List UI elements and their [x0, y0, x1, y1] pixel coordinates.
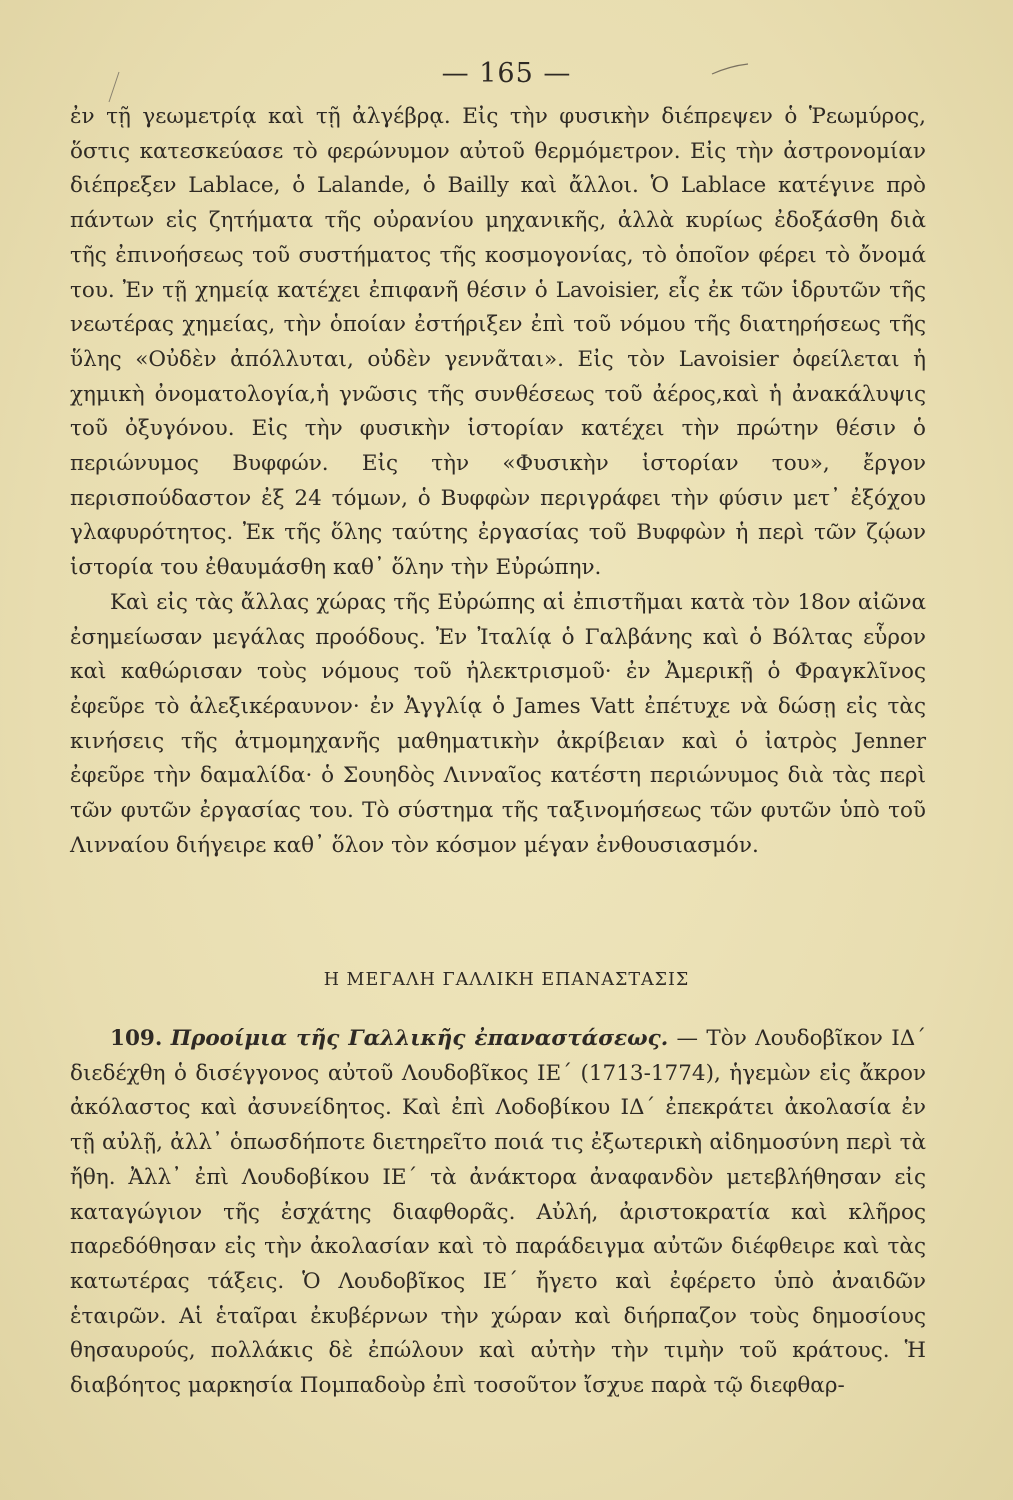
section-paragraph — [70, 1022, 926, 1404]
main-text — [70, 100, 926, 863]
paragraph-1: ἐν τῇ γεωμετρίᾳ καὶ τῇ ἀλγέβρᾳ. Εἰς τὴν φυσικὴν διέπρεψεν ὁ Ῥεωμύρος, ὅστις κατεσκεύασε τὸ φερώνυμον αὐτοῦ θερμόμετρον. Εἰς τὴν ἀστρονομίαν διέπρεξεν Lablace, ὁ Lalande, ὁ Bailly καὶ ἄλλοι. Ὁ Lablace κατέγινε πρὸ πάντων εἰς ζητήματα τῆς οὐρανίου μηχανικῆς, ἀλλὰ κυρίως ἐδοξάσθη διὰ τῆς ἐπινοήσεως τοῦ συστήματος τῆς κοσμογονίας, τὸ ὁποῖον φέρει τὸ ὄνομά του. Ἐν τῇ χημείᾳ κατέχει ἐπιφανῆ θέσιν ὁ Lavoisier, εἷς ἐκ τῶν ἱδρυτῶν τῆς νεωτέρας χημείας, τὴν ὁποίαν ἐστήριξεν ἐπὶ τοῦ νόμου τῆς διατηρήσεως τῆς ὕλης «Οὐδὲν ἀπόλλυται, οὐδὲν γεννᾶται». Εἰς τὸν Lavoisier ὀφείλεται ἡ χημικὴ ὀνοματολογία,ἡ γνῶσις τῆς συνθέσεως τοῦ ἀέρος,καὶ ἡ ἀνακάλυψις τοῦ ὀξυγόνου. Εἰς τὴν φυσικὴν ἱστορίαν κατέχει τὴν πρώτην θέσιν ὁ περιώνυμος Βυφφών. Εἰς τὴν «Φυσικὴν ἱστορίαν του», ἔργον περισπούδαστον ἐξ 24 τόμων, ὁ Βυφφὼν περιγράφει τὴν φύσιν μετ᾽ ἐξόχου γλαφυρότητος. Ἐκ τῆς ὅλης ταύτης ἐργασίας τοῦ Βυφφὼν ἡ περὶ τῶν ζῴων ἱστορία του ἐθαυμάσθη καθ᾽ ὅλην τὴν Εὐρώπην. — [70, 104, 926, 581]
section-body: — Τὸν Λουδοβῖκον ΙΔ΄ διεδέχθη ὁ δισέγγονος αὐτοῦ Λουδοβῖκος ΙΕ΄ (1713-1774), ἡγεμὼν εἰς ἄκρον ἀκόλαστος καὶ ἀσυνείδητος. Καὶ ἐπὶ Λοδοβίκου ΙΔ΄ ἐπεκράτει ἀκολασία ἐν τῇ αὐλῇ, ἀλλ᾽ ὁπωσδήποτε διετηρεῖτο ποιά τις ἐξωτερικὴ αἰδημοσύνη περὶ τὰ ἤθη. Ἀλλ᾽ ἐπὶ Λουδοβίκου ΙΕ΄ τὰ ἀνάκτορα ἀναφανδὸν μετεβλήθησαν εἰς καταγώγιον τῆς ἐσχάτης διαφθορᾶς. Αὐλή, ἀριστοκρατία καὶ κλῆρος παρεδόθησαν εἰς τὴν ἀκολασίαν καὶ τὸ παράδειγμα αὐτῶν διέφθειρε καὶ τὰς κατωτέρας τάξεις. Ὁ Λουδοβῖκος ΙΕ΄ ἤγετο καὶ ἐφέρετο ὑπὸ ἀναιδῶν ἑταιρῶν. Αἱ ἑταῖραι ἐκυβέρνων τὴν χώραν καὶ διήρπαζον τοὺς δημοσίους θησαυρούς, πολλάκις δὲ ἐπώλουν καὶ αὐτὴν τὴν τιμὴν τοῦ κράτους. Ἡ διαβόητος μαρκησία Πομπαδοὺρ ἐπὶ τοσοῦτον ἴσχυε παρὰ τῷ διεφθαρ- — [70, 1026, 926, 1399]
section-text — [70, 1022, 926, 1404]
section-title: Η ΜΕΓΑΛΗ ΓΑΛΛΙΚΗ ΕΠΑΝΑΣΤΑΣΙΣ — [323, 970, 690, 990]
paragraph-2: Καὶ εἰς τὰς ἄλλας χώρας τῆς Εὐρώπης αἱ ἐπιστῆμαι κατὰ τὸν 18ον αἰῶνα ἐσημείωσαν μεγάλας προόδους. Ἐν Ἰταλίᾳ ὁ Γαλβάνης καὶ ὁ Βόλτας εὗρον καὶ καθώρισαν τοὺς νόμους τοῦ ἠλεκτρισμοῦ· ἐν Ἀμερικῇ ὁ Φραγκλῖνος ἐφεῦρε τὸ ἀλεξικέραυνον· ἐν Ἀγγλίᾳ ὁ James Vatt ἐπέτυχε νὰ δώσῃ εἰς τὰς κινήσεις τῆς ἀτμομηχανῆς μαθηματικὴν ἀκρίβειαν καὶ ὁ ἰατρὸς Jenner ἐφεῦρε τὴν δαμαλίδα· ὁ Σουηδὸς Λινναῖος κατέστη περιώνυμος διὰ τὰς περὶ τῶν φυτῶν ἐργασίας του. Τὸ σύστημα τῆς ταξινομήσεως τῶν φυτῶν ὑπὸ τοῦ Λινναίου διήγειρε καθ᾽ ὅλον τὸν κόσμον μέγαν ἐνθουσιασμόν. — [70, 589, 926, 858]
section-heading: Προοίμια τῆς Γαλλικῆς ἐπαναστάσεως. — [170, 1026, 669, 1051]
section-number: 109. — [110, 1026, 163, 1051]
page-number: — 165 — — [441, 58, 572, 89]
